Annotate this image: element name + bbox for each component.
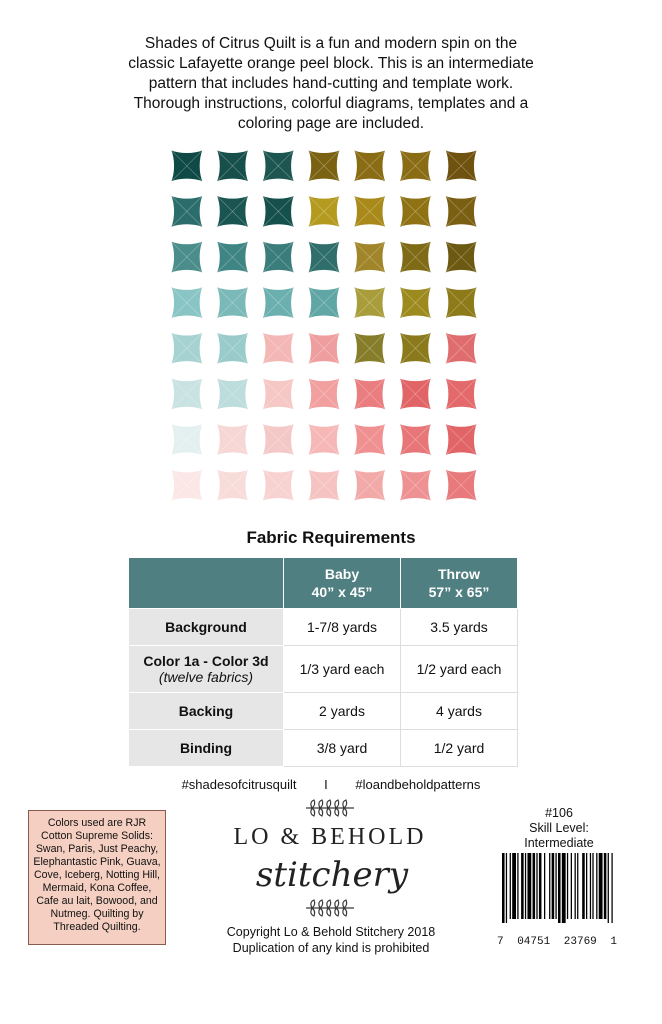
- barcode-bar: [525, 853, 526, 919]
- barcode-bar: [552, 853, 555, 919]
- column-name: Baby: [324, 566, 360, 582]
- skill-level-label: Skill Level:: [529, 821, 589, 835]
- barcode-bar: [512, 853, 516, 919]
- note-line: Cove, Iceberg, Notting Hill,: [33, 869, 160, 881]
- intro-line: Shades of Citrus Quilt is a fun and modern spin on the: [144, 35, 518, 52]
- row-label: Backing: [129, 693, 284, 730]
- hashtags: [0, 777, 662, 792]
- barcode-image: [502, 853, 614, 923]
- barcode-bar: [555, 853, 556, 919]
- leaf-sprig-bottom-icon: [306, 900, 354, 916]
- leaf-sprig-top-icon: [306, 800, 354, 816]
- barcode-bar: [577, 853, 578, 919]
- barcode-bar: [533, 853, 536, 919]
- note-line: Elephantastic Pink, Guava,: [33, 856, 161, 868]
- barcode-bar: [608, 853, 609, 923]
- table-header-row: [129, 558, 518, 609]
- barcode-digit-group: 23769: [563, 936, 597, 948]
- barcode-bar: [571, 853, 572, 919]
- cell-baby: 2 yards: [284, 693, 401, 730]
- note-line: Cafe au lait, Bowood, and: [36, 895, 158, 907]
- copyright: [196, 924, 466, 956]
- hashtag-quilt: #shadesofcitrusquilt: [181, 777, 297, 792]
- barcode-bar: [527, 853, 531, 919]
- column-name: Throw: [438, 566, 480, 582]
- quilt-image: [164, 143, 484, 508]
- barcode-digit-group: 1: [610, 936, 617, 948]
- barcode-digit-group: 04751: [517, 936, 551, 948]
- cell-baby: 1-7/8 yards: [284, 609, 401, 646]
- copyright-line: Copyright Lo & Behold Stitchery 2018: [226, 925, 436, 939]
- barcode-bar: [539, 853, 542, 919]
- note-line: Colors used are RJR: [47, 817, 147, 829]
- copyright-line: Duplication of any kind is prohibited: [232, 941, 430, 955]
- table-row: [129, 646, 518, 693]
- table-header-throw: [401, 558, 518, 609]
- barcode-bar: [604, 853, 607, 919]
- table-row: [129, 730, 518, 767]
- barcode-bar: [502, 853, 505, 923]
- row-label-cell: [129, 646, 284, 693]
- barcode-digit-group: 7: [497, 936, 504, 948]
- intro-paragraph: [96, 34, 566, 134]
- logo-wordmark: LO & BEHOLD: [233, 824, 427, 850]
- barcode-bar: [549, 853, 550, 919]
- barcode-bar: [517, 853, 518, 919]
- barcode-bar: [567, 853, 568, 919]
- barcode-bar: [521, 853, 524, 919]
- intro-line: pattern that includes hand-cutting and template work.: [148, 75, 514, 92]
- row-label: Binding: [129, 730, 284, 767]
- barcode-bar: [582, 853, 585, 919]
- barcode-bar: [558, 853, 561, 923]
- cell-throw: 1/2 yard: [401, 730, 518, 767]
- barcode-bar: [575, 853, 576, 919]
- barcode-bar: [544, 853, 545, 919]
- cell-throw: 3.5 yards: [401, 609, 518, 646]
- fabric-requirements-title: Fabric Requirements: [246, 528, 416, 547]
- barcode-bar: [611, 853, 612, 923]
- intro-line: classic Lafayette orange peel block. This is an intermediate: [128, 55, 534, 72]
- barcode-bar: [599, 853, 603, 919]
- cell-throw: 4 yards: [401, 693, 518, 730]
- cell-baby: 3/8 yard: [284, 730, 401, 767]
- brand-logo: [210, 798, 450, 918]
- colors-used-note: [28, 810, 166, 945]
- barcode-bar: [596, 853, 597, 919]
- barcode-bar: [590, 853, 591, 919]
- barcode-bar: [510, 853, 511, 919]
- barcode-bar: [506, 853, 507, 923]
- barcode-bar: [586, 853, 587, 919]
- column-size: 40” x 45”: [311, 584, 373, 600]
- row-label: Color 1a - Color 3d: [143, 653, 269, 669]
- hashtag-brand: #loandbeholdpatterns: [355, 777, 481, 792]
- hashtag-separator: I: [324, 777, 328, 792]
- skill-level-value: Intermediate: [524, 836, 594, 850]
- cell-throw: 1/2 yard each: [401, 646, 518, 693]
- barcode-bar: [562, 853, 566, 923]
- intro-line: coloring page are included.: [237, 115, 425, 132]
- barcode-bar: [592, 853, 593, 919]
- sku-info: [504, 806, 614, 851]
- barcode-bar: [536, 853, 537, 919]
- table-row: [129, 609, 518, 646]
- cell-baby: 1/3 yard each: [284, 646, 401, 693]
- note-line: Swan, Paris, Just Peachy,: [35, 843, 159, 855]
- note-line: Cotton Supreme Solids:: [41, 830, 153, 842]
- table-header-blank: [129, 558, 284, 609]
- row-sublabel: (twelve fabrics): [158, 669, 254, 685]
- note-line: Nutmeg. Quilting by: [50, 908, 144, 920]
- note-line: Mermaid, Kona Coffee,: [42, 882, 152, 894]
- column-size: 57” x 65”: [428, 584, 490, 600]
- table-row: [129, 693, 518, 730]
- pattern-number: #106: [545, 806, 573, 820]
- logo-script: stitchery: [255, 855, 409, 895]
- row-label: Background: [129, 609, 284, 646]
- table-header-baby: [284, 558, 401, 609]
- fabric-requirements-table: [128, 557, 518, 767]
- note-line: Threaded Quilting.: [53, 921, 141, 933]
- intro-line: Thorough instructions, colorful diagrams, templates and a: [133, 95, 529, 112]
- barcode-digits: [497, 936, 617, 948]
